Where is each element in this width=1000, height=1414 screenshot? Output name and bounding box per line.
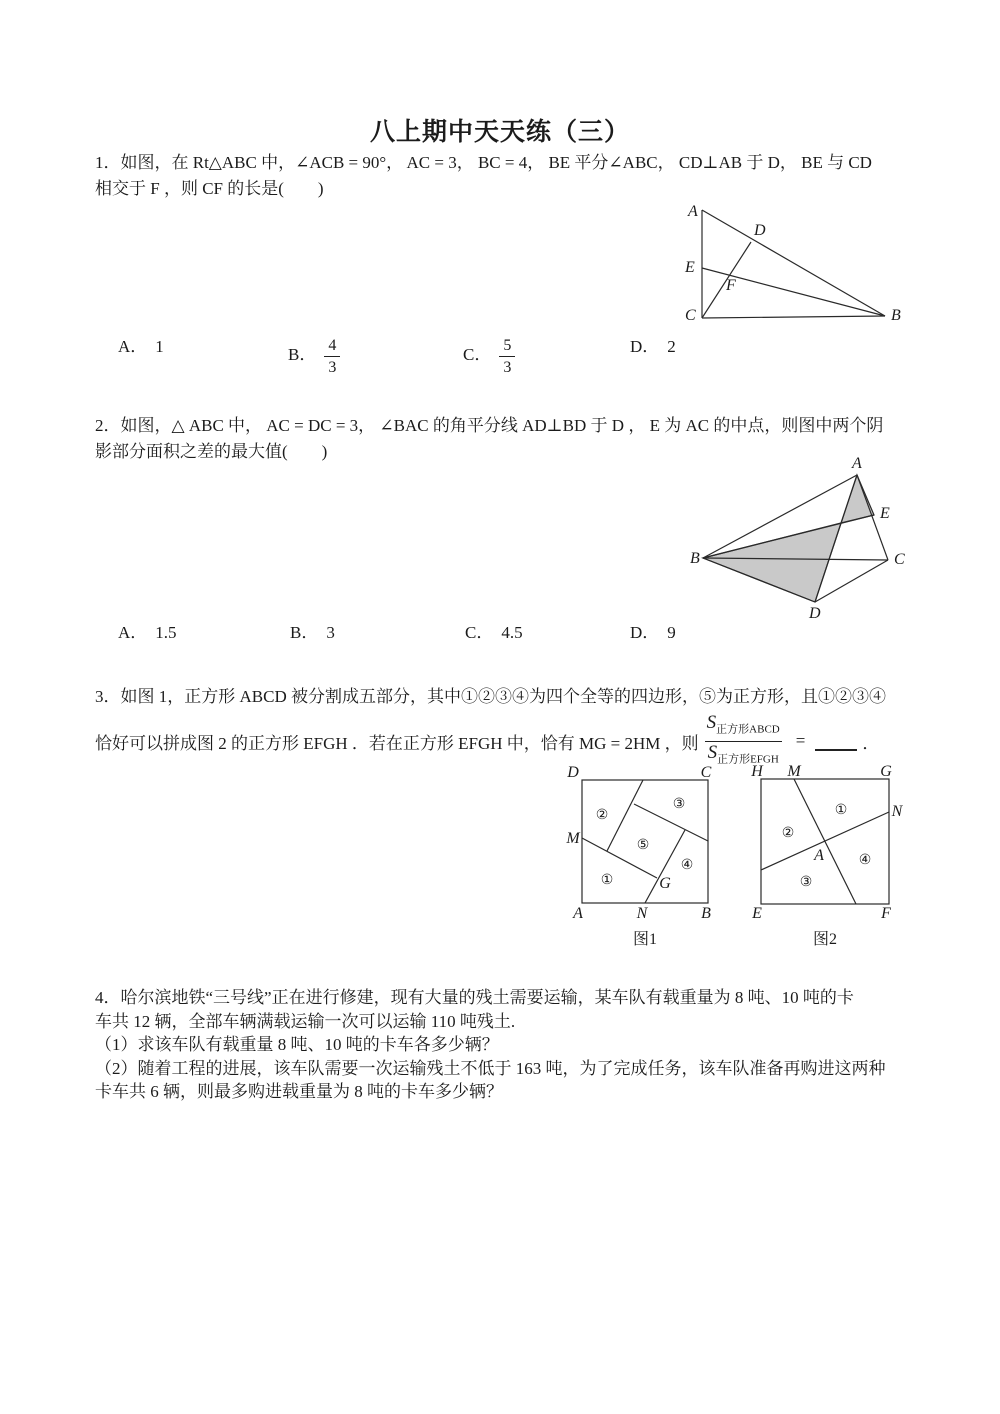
q2-option-b [290,622,335,644]
fig1-cut-line-4 [645,830,685,903]
q1-option-d [630,336,676,358]
fig2-label-F: F [881,905,891,922]
q2-option-d-label: D． [630,623,660,642]
q1-label-A: A [688,203,698,220]
q3-area-ratio-fraction [705,712,782,770]
q2-figure [690,450,910,625]
fig1-region-3: ③ [672,797,686,812]
q2-option-c-label: C． [465,623,494,642]
question-3-text [95,684,886,710]
q1-option-b-numerator: 4 [324,336,340,357]
q3-figure-1-square-abcd [565,765,725,925]
q2-line-1: 2．如图，△ ABC 中， AC = DC = 3， ∠BAC 的角平分线 AD⊥BD 于 D ， E 为 AC 的中点，则图中两个阴 [95,416,884,435]
fig2-region-4: ④ [858,853,872,868]
q1-option-c [463,336,515,377]
fig2-label-E: E [752,905,762,922]
q4-line-2: 车共 12 辆，全部车辆满载运输一次可以运输 110 吨残土. [95,1011,516,1031]
q2-label-E: E [880,505,890,522]
q3-numerator-subscript: 正方形ABCD [716,723,780,736]
q2-option-c-value: 4.5 [501,623,523,642]
fig2-region-1: ① [834,803,848,818]
q1-side-AB [702,210,885,316]
q1-label-B: B [891,307,901,324]
q1-option-a [118,336,164,358]
q3-denominator-symbol: S [707,741,718,763]
fig2-label-N: N [891,803,903,820]
q1-option-c-numerator: 5 [499,336,515,357]
q3-figure-2-square-efgh [745,765,905,925]
q1-figure-triangle [660,195,910,335]
fig1-label-M: M [566,830,580,847]
fig2-label-H: H [751,763,763,780]
q3-answer-blank [815,731,857,751]
q2-option-c [465,622,523,644]
fig1-label-D: D [567,764,579,781]
q1-option-b [288,336,340,377]
q2-option-d-value: 9 [667,623,676,642]
q1-label-D: D [754,222,766,239]
q1-line-2: 相交于 F ，则 CF 的长是( ) [95,179,324,198]
fig1-region-2: ② [595,808,609,823]
q1-option-a-value: 1 [155,337,164,356]
q1-label-F: F [726,277,736,294]
q2-label-D: D [809,605,821,622]
fig2-label-M: M [787,763,801,780]
q4-line-1: 4．哈尔滨地铁“三号线”正在进行修建，现有大量的残土需要运输，某车队有载重量为 8 吨、10 吨的卡 [95,988,854,1007]
q4-line-3: （1）求该车队有载重量 8 吨、10 吨的卡车各多少辆？ [95,1035,499,1054]
fig1-region-5: ⑤ [636,838,650,853]
q1-option-b-fraction [324,336,340,377]
fig1-label-C: C [700,764,712,781]
q2-option-a-label: A． [118,623,148,642]
q1-option-b-label: B． [288,345,317,365]
fig1-label-B: B [701,905,711,922]
fig2-region-3: ③ [799,875,813,890]
q2-option-a-value: 1.5 [155,623,177,642]
q3-numerator-symbol: S [706,712,717,734]
q3-line-2-text: 恰好可以拼成图 2 的正方形 EFGH ．若在正方形 EFGH 中，恰有 MG = 2HM ，则 [95,733,699,753]
q2-option-a [118,622,177,644]
q3-denominator-subscript: 正方形EFGH [717,752,779,765]
q1-side-CB [702,316,885,318]
q2-shaded-large-triangle [703,523,841,602]
fig2-label-G: G [880,763,892,780]
question-4-text [95,986,886,1104]
q1-option-b-denominator: 3 [328,359,337,376]
q1-option-c-label: C． [463,345,492,365]
q3-equals-sign: = [795,731,806,750]
fig2-region-2: ② [781,826,795,841]
q4-line-4: （2）随着工程的进展，该车队需要一次运输残土不低于 163 吨，为了完成任务，该车队准备再购进这两种 [95,1058,886,1078]
q4-line-5: 卡车共 6 辆，则最多购进载重量为 8 吨的卡车多少辆？ [95,1082,503,1101]
q1-option-d-label: D． [630,337,660,356]
q2-option-b-value: 3 [326,623,335,642]
fig1-cut-line-3 [634,804,708,841]
q1-option-d-value: 2 [667,337,676,356]
figure-2-caption: 图2 [812,931,837,948]
fig1-label-A: A [573,905,583,922]
fig1-label-N: N [636,905,648,922]
fig1-label-G: G [659,875,671,892]
q1-label-C: C [685,307,696,324]
q3-fraction-numerator [705,712,782,741]
q2-label-C: C [894,551,905,568]
q3-line-1: 3．如图 1，正方形 ABCD 被分割成五部分，其中①②③④为四个全等的四边形，⑤为正方形，且①②③④ [95,687,886,706]
q2-label-B: B [690,550,700,567]
figure-1-caption: 图1 [632,931,657,948]
fig1-region-1: ① [600,873,614,888]
q2-line-2: 影部分面积之差的最大值( ) [95,442,328,461]
q1-option-a-label: A． [118,337,148,356]
q1-line-1: 1．如图，在 Rt△ABC 中，∠ACB = 90°， AC = 3， BC = 4， BE 平分∠ABC， CD⊥AB 于 D， BE 与 CD [95,153,872,172]
q2-option-b-label: B． [290,623,319,642]
q2-label-A: A [852,455,862,472]
fig2-label-A: A [814,847,824,864]
q1-option-c-denominator: 3 [503,359,512,376]
q2-option-d [630,622,676,644]
fig1-region-4: ④ [680,858,694,873]
q1-label-E: E [685,259,695,276]
q3-line-2 [95,712,879,770]
page-title: 八上期中天天练（三） [369,118,630,146]
q1-option-c-fraction [499,336,515,377]
q3-period: ． [862,733,880,753]
